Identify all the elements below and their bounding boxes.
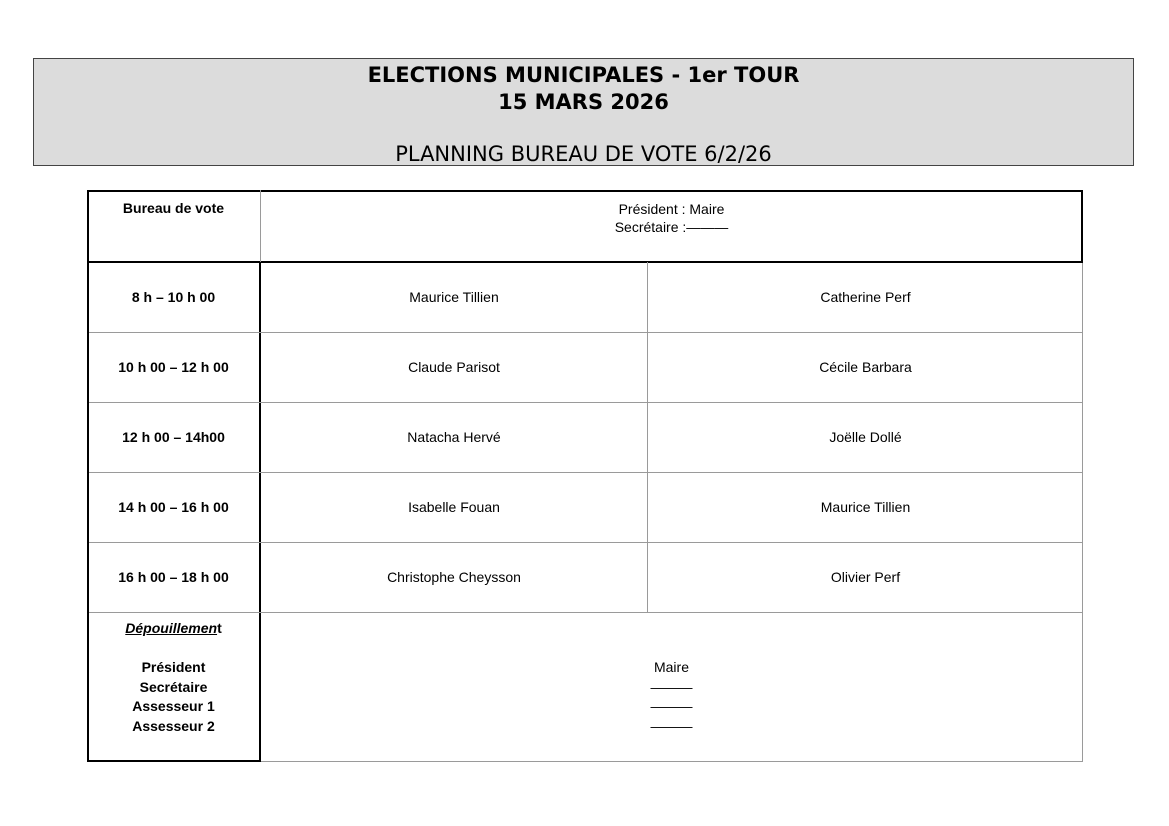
header-cell-bureau — [87, 190, 260, 262]
assesseur-name: Isabelle Fouan — [408, 499, 500, 515]
secretaire-label: Secrétaire :——— — [614, 219, 729, 235]
table-cell-assesseur-2 — [648, 332, 1083, 402]
assesseur-name: Maurice Tillien — [820, 499, 911, 515]
assesseur-name: Claude Parisot — [408, 359, 500, 375]
header-cell-roles — [260, 190, 1083, 262]
header-banner — [33, 58, 1134, 166]
row-divider — [89, 542, 1083, 543]
column-divider-names — [647, 262, 648, 612]
assesseur-name: Christophe Cheysson — [387, 569, 521, 585]
assesseur-name: Cécile Barbara — [819, 359, 912, 375]
role-assesseur-2: Assesseur 2 — [132, 717, 215, 734]
table-border-top — [87, 190, 1083, 192]
row-divider — [89, 402, 1083, 403]
table-cell-assesseur-2 — [648, 262, 1083, 332]
election-date: 15 MARS 2026 — [498, 90, 669, 114]
time-slot-label: 14 h 00 – 16 h 00 — [118, 499, 229, 515]
role-assesseur-1: Assesseur 1 — [132, 698, 215, 714]
row-divider — [89, 332, 1083, 333]
table-border-bottom — [261, 761, 1083, 762]
table-row-time — [87, 262, 260, 332]
header-divider — [87, 261, 1083, 263]
time-slot-label: 16 h 00 – 18 h 00 — [118, 569, 229, 585]
time-slot-label: 8 h – 10 h 00 — [131, 289, 216, 305]
assesseur-name: Maurice Tillien — [409, 289, 499, 305]
header-column-divider — [260, 190, 261, 262]
table-border-right — [1082, 262, 1083, 762]
value-president: Maire — [653, 659, 689, 675]
assesseur-name: Joëlle Dollé — [829, 429, 902, 445]
assesseur-name: Natacha Hervé — [407, 429, 501, 445]
time-slot-label: 12 h 00 – 14h00 — [122, 429, 225, 445]
row-divider — [89, 472, 1083, 473]
bureau-de-vote-label: Bureau de vote — [122, 200, 225, 216]
table-cell-assesseur-1 — [260, 402, 648, 472]
table-cell-assesseur-1 — [260, 542, 648, 612]
table-row-time — [87, 332, 260, 402]
planning-subtitle: PLANNING BUREAU DE VOTE 6/2/26 — [395, 142, 772, 166]
value-secretaire: ——— — [650, 678, 693, 695]
role-secretaire: Secrétaire — [139, 678, 208, 695]
assesseur-name: Olivier Perf — [830, 569, 901, 585]
table-row-time — [87, 402, 260, 472]
table-cell-assesseur-1 — [260, 262, 648, 332]
time-slot-label: 10 h 00 – 12 h 00 — [118, 359, 229, 375]
column-divider-time — [259, 262, 261, 762]
row-divider — [89, 612, 1083, 613]
table-cell-assesseur-2 — [648, 472, 1083, 542]
depouillement-title: Dépouillement — [125, 620, 222, 636]
document-title: ELECTIONS MUNICIPALES - 1er TOUR — [367, 63, 800, 87]
table-cell-assesseur-1 — [260, 332, 648, 402]
value-assesseur-2: ——— — [650, 717, 693, 734]
table-cell-assesseur-2 — [648, 542, 1083, 612]
planning-table — [87, 190, 1083, 762]
assesseur-name: Catherine Perf — [820, 289, 911, 305]
role-president: Président — [141, 659, 206, 675]
president-label: Président : Maire — [618, 201, 725, 217]
table-border-right-header — [1081, 190, 1083, 263]
table-border-left — [87, 190, 89, 762]
table-border-bottom-left — [87, 760, 261, 762]
value-assesseur-1: ——— — [650, 698, 693, 714]
depouillement-values-cell — [260, 612, 1083, 762]
table-row-time — [87, 472, 260, 542]
table-cell-assesseur-2 — [648, 402, 1083, 472]
table-row-time — [87, 542, 260, 612]
table-cell-assesseur-1 — [260, 472, 648, 542]
depouillement-roles-cell — [87, 612, 260, 762]
